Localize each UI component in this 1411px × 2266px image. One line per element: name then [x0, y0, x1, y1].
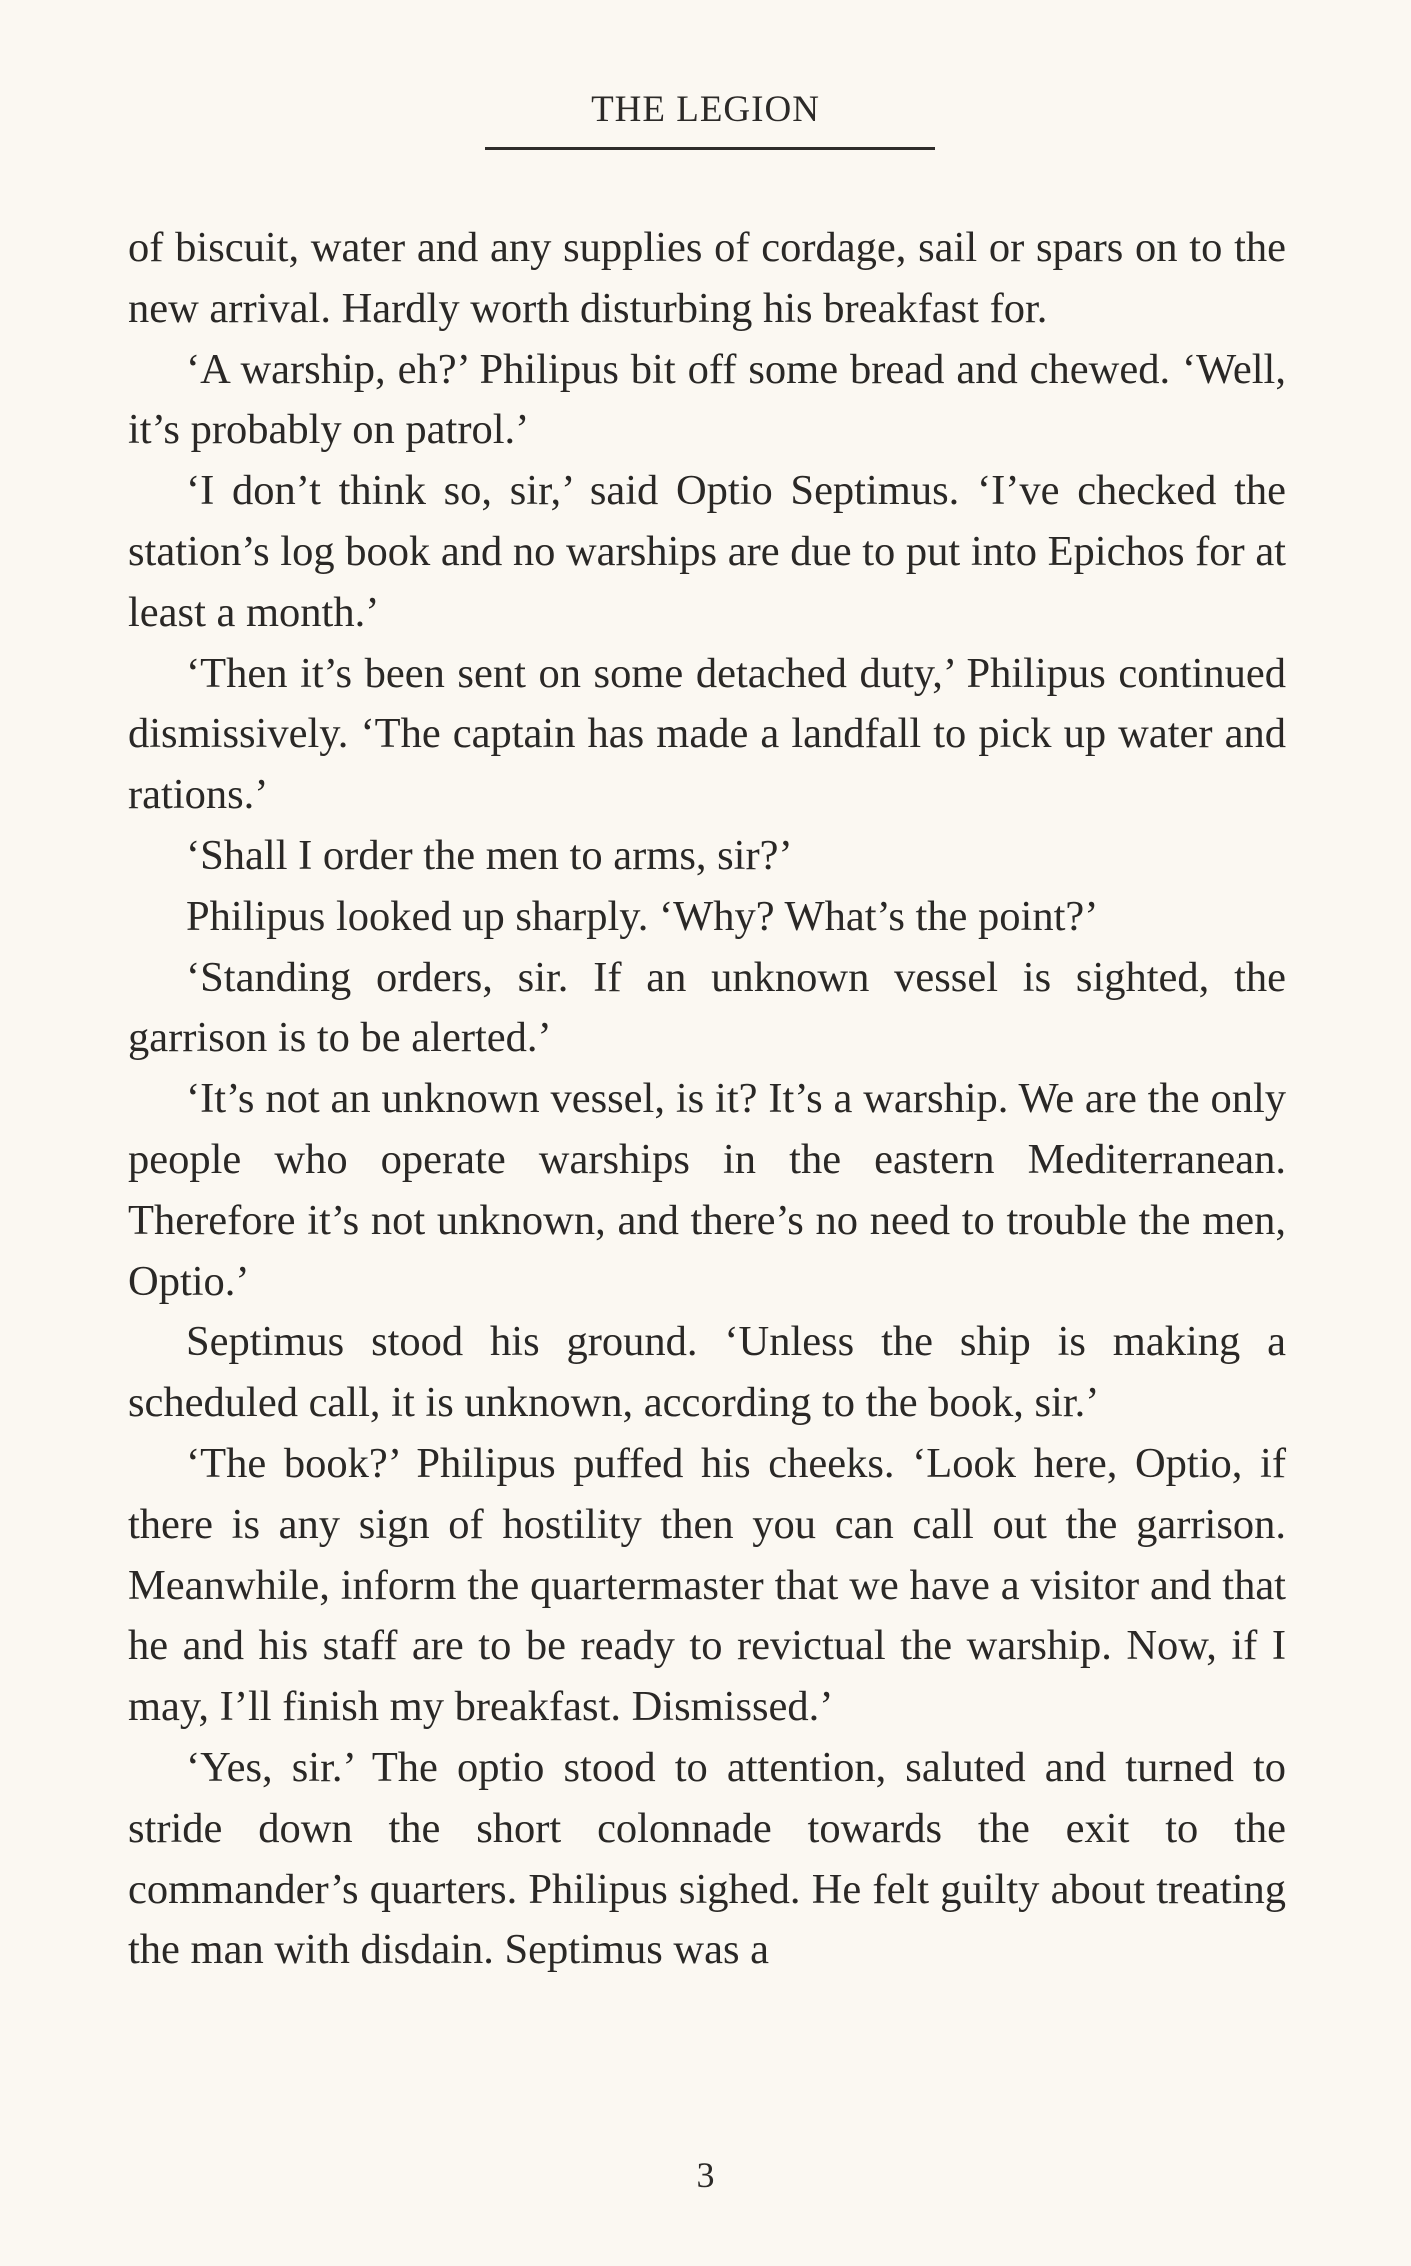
paragraph: ‘Shall I order the men to arms, sir?’ — [186, 831, 793, 879]
running-head: THE LEGION — [591, 89, 820, 130]
paragraph: Septimus stood his ground. ‘Unless the ship is making a scheduled call, it is unknown, according to the book, sir.’ — [128, 1318, 1286, 1427]
header-rule — [485, 147, 935, 150]
paragraph: ‘Then it’s been sent on some detached duty,’ Philipus continued dismissively. ‘The captain has made a landfall to pick up water and rations.’ — [128, 649, 1286, 819]
paragraph: ‘Yes, sir.’ The optio stood to attention, saluted and turned to stride down the short colonnade towards the exit to the commander’s quarters. Philipus sighed. He felt guilty about treating the man with disdain. Septimus was a — [128, 1743, 1286, 1974]
paragraph: Philipus looked up sharply. ‘Why? What’s the point?’ — [186, 892, 1099, 940]
paragraph: ‘The book?’ Philipus puffed his cheeks. ‘Look here, Optio, if there is any sign of hostility then you can call out the garrison. Meanwhile, inform the quartermaster that we have a visitor and that he and his staff are to be ready to revictual the warship. Now, if I may, I’ll finish my breakfast. Dismissed.’ — [128, 1439, 1286, 1731]
paragraph: ‘I don’t think so, sir,’ said Optio Septimus. ‘I’ve checked the station’s log book and no warships are due to put into Epichos for at least a month.’ — [128, 467, 1286, 636]
paragraph: ‘A warship, eh?’ Philipus bit off some bread and chewed. ‘Well, it’s probably on patrol.’ — [128, 345, 1286, 454]
paragraph-continuation: of biscuit, water and any supplies of cordage, sail or spars on to the new arrival. Hardly worth disturbing his breakfast for. — [128, 224, 1286, 332]
paragraph: ‘It’s not an unknown vessel, is it? It’s a warship. We are the only people who operate warships in the eastern Mediterranean. Therefore it’s not unknown, and there’s no need to trouble the men, Optio.’ — [128, 1075, 1286, 1305]
page-number: 3 — [696, 2155, 715, 2195]
body-text — [128, 218, 1286, 1981]
paragraph: ‘Standing orders, sir. If an unknown vessel is sighted, the garrison is to be alerted.’ — [128, 953, 1286, 1062]
